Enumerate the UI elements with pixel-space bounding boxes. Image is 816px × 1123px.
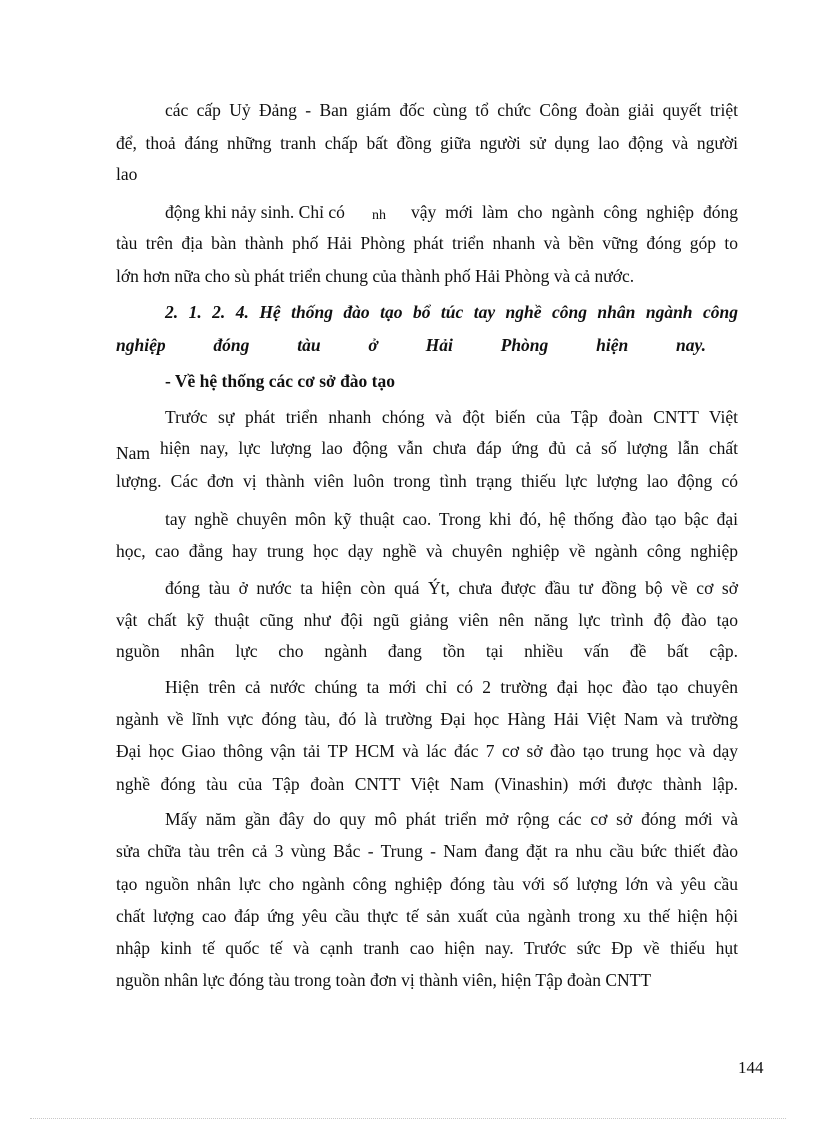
text-line: học, cao đẳng hay trung học dạy nghề và chuyên nghiệp về ngành công nghiệp — [116, 541, 738, 561]
text-line: nhập kinh tế quốc tế và cạnh tranh cao hiện nay. Trước sức Ðp về thiếu hụt — [116, 938, 738, 958]
section-heading: 2. 1. 2. 4. Hệ thống đào tạo bổ túc tay nghề công nhân ngành công — [165, 302, 738, 322]
text-line: lớn hơn nữa cho sù phát triển chung của thành phố Hải Phòng và cả nước. — [116, 266, 635, 286]
text-line: ngành về lĩnh vực đóng tàu, đó là trường Đại học Hàng Hải Việt Nam và trường — [116, 709, 738, 729]
text-line: vậy mới làm cho ngành công nghiệp đóng — [411, 202, 738, 222]
footer-divider — [30, 1118, 786, 1119]
text-line: đóng tàu ở nước ta hiện còn quá Ýt, chưa được đầu tư đồng bộ về cơ sở — [165, 578, 738, 598]
text-line: tàu trên địa bàn thành phố Hải Phòng phát triển nhanh và bền vững đóng góp to — [116, 233, 738, 253]
text-line: nghề đóng tàu của Tập đoàn CNTT Việt Nam (Vinashin) mới được thành lập. — [116, 774, 738, 794]
text-line: Đại học Giao thông vận tải TP HCM và lác đác 7 cơ sở đào tạo trung học và dạy — [116, 741, 738, 761]
text-fragment: nh — [372, 208, 386, 223]
page-number: 144 — [738, 1058, 764, 1077]
text-line: vật chất kỹ thuật cũng như đội ngũ giảng viên nên năng lực trình độ đào tạo — [116, 610, 738, 630]
text-line: để, thoả đáng những tranh chấp bất đồng giữa người sử dụng lao động và người — [116, 133, 738, 153]
text-line: Trước sự phát triển nhanh chóng và đột biến của Tập đoàn CNTT Việt — [165, 407, 738, 427]
text-line: Nam — [116, 443, 151, 463]
text-line: hiện nay, lực lượng lao động vẫn chưa đáp ứng đủ cả số lượng lẫn chất — [160, 438, 738, 458]
text-line: chất lượng cao đáp ứng yêu cầu thực tế sản xuất của ngành trong xu thế hiện hội — [116, 906, 738, 926]
subheading: - Về hệ thống các cơ sở đào tạo — [165, 371, 396, 391]
text-line: tạo nguồn nhân lực cho ngành công nghiệp đóng tàu với số lượng lớn và yêu cầu — [116, 874, 738, 894]
section-heading: nghiệp đóng tàu ở Hải Phòng hiện nay. — [116, 335, 706, 355]
text-line: lao — [116, 164, 138, 184]
text-line: nguồn nhân lực cho ngành đang tồn tại nhiều vấn đề bất cập. — [116, 641, 738, 661]
text-line: Mấy năm gần đây do quy mô phát triển mở rộng các cơ sở đóng mới và — [165, 809, 738, 829]
text-line: động khi nảy sinh. Chỉ có — [165, 202, 345, 222]
text-line: lượng. Các đơn vị thành viên luôn trong tình trạng thiếu lực lượng lao động có — [116, 471, 738, 491]
text-line: sửa chữa tàu trên cả 3 vùng Bắc - Trung - Nam đang đặt ra nhu cầu bức thiết đào — [116, 841, 738, 861]
text-line: Hiện trên cả nước chúng ta mới chỉ có 2 trường đại học đào tạo chuyên — [165, 677, 738, 697]
text-line: nguồn nhân lực đóng tàu trong toàn đơn vị thành viên, hiện Tập đoàn CNTT — [116, 970, 652, 990]
text-line: các cấp Uỷ Đảng - Ban giám đốc cùng tổ chức Công đoàn giải quyết triệt — [165, 100, 738, 120]
text-line: tay nghề chuyên môn kỹ thuật cao. Trong khi đó, hệ thống đào tạo bậc đại — [165, 509, 738, 529]
